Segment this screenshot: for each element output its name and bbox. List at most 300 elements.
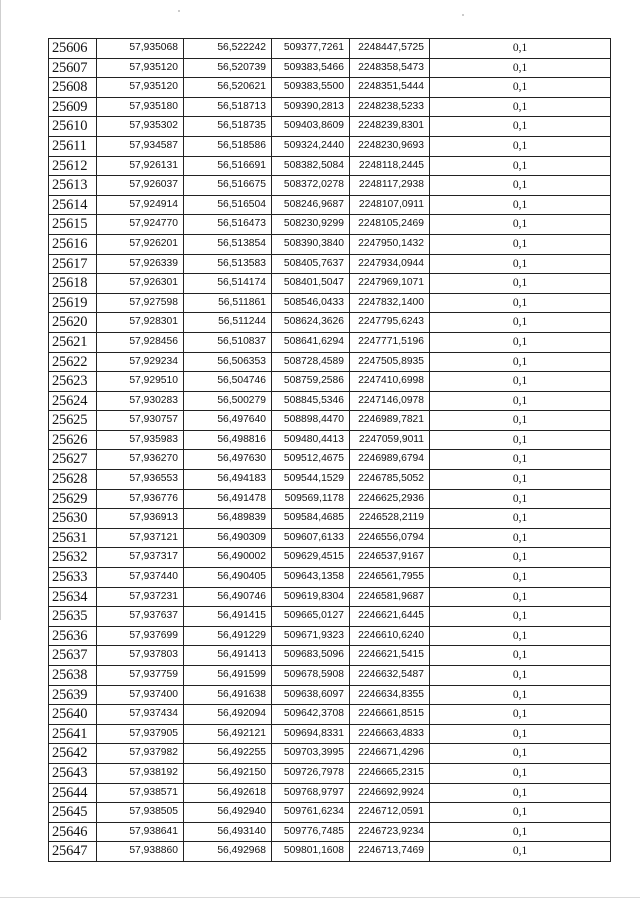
longitude-cell: 56,491599	[184, 666, 272, 686]
table-row	[49, 274, 611, 294]
latitude-cell: 57,937440	[97, 568, 184, 588]
accuracy-cell: 0,1	[430, 430, 611, 450]
y-coordinate-cell: 2247059,9011	[350, 430, 430, 450]
table-row	[49, 509, 611, 529]
accuracy-cell: 0,1	[430, 136, 611, 156]
point-number-cell: 25618	[49, 274, 97, 294]
point-number-cell: 25626	[49, 430, 97, 450]
latitude-cell: 57,937434	[97, 705, 184, 725]
longitude-cell: 56,511244	[184, 313, 272, 333]
y-coordinate-cell: 2246692,9924	[350, 783, 430, 803]
point-number-cell: 25616	[49, 234, 97, 254]
y-coordinate-cell: 2248117,2938	[350, 176, 430, 196]
accuracy-cell: 0,1	[430, 783, 611, 803]
coordinates-table	[48, 38, 611, 862]
point-number-cell: 25615	[49, 215, 97, 235]
longitude-cell: 56,490309	[184, 528, 272, 548]
latitude-cell: 57,937905	[97, 724, 184, 744]
point-number-cell: 25610	[49, 117, 97, 137]
point-number-cell: 25608	[49, 78, 97, 98]
point-number-cell: 25627	[49, 450, 97, 470]
longitude-cell: 56,492094	[184, 705, 272, 725]
point-number-cell: 25643	[49, 763, 97, 783]
longitude-cell: 56,516504	[184, 195, 272, 215]
table-row	[49, 293, 611, 313]
y-coordinate-cell: 2248105,2469	[350, 215, 430, 235]
x-coordinate-cell: 508759,2586	[272, 372, 350, 392]
y-coordinate-cell: 2246723,9234	[350, 822, 430, 842]
point-number-cell: 25607	[49, 58, 97, 78]
latitude-cell: 57,936270	[97, 450, 184, 470]
point-number-cell: 25635	[49, 607, 97, 627]
y-coordinate-cell: 2246785,5052	[350, 470, 430, 490]
x-coordinate-cell: 509619,8304	[272, 587, 350, 607]
longitude-cell: 56,491638	[184, 685, 272, 705]
y-coordinate-cell: 2248238,5233	[350, 97, 430, 117]
point-number-cell: 25644	[49, 783, 97, 803]
x-coordinate-cell: 509642,3708	[272, 705, 350, 725]
table-row	[49, 489, 611, 509]
table-row	[49, 39, 611, 59]
accuracy-cell: 0,1	[430, 705, 611, 725]
point-number-cell: 25617	[49, 254, 97, 274]
latitude-cell: 57,930757	[97, 411, 184, 431]
accuracy-cell: 0,1	[430, 352, 611, 372]
latitude-cell: 57,936553	[97, 470, 184, 490]
x-coordinate-cell: 509390,2813	[272, 97, 350, 117]
table-row	[49, 136, 611, 156]
accuracy-cell: 0,1	[430, 450, 611, 470]
table-row	[49, 430, 611, 450]
latitude-cell: 57,938571	[97, 783, 184, 803]
point-number-cell: 25609	[49, 97, 97, 117]
scan-speck	[462, 14, 464, 16]
longitude-cell: 56,522242	[184, 39, 272, 59]
x-coordinate-cell: 508641,6294	[272, 332, 350, 352]
accuracy-cell: 0,1	[430, 195, 611, 215]
latitude-cell: 57,937231	[97, 587, 184, 607]
x-coordinate-cell: 509377,7261	[272, 39, 350, 59]
x-coordinate-cell: 509569,1178	[272, 489, 350, 509]
accuracy-cell: 0,1	[430, 176, 611, 196]
latitude-cell: 57,926201	[97, 234, 184, 254]
accuracy-cell: 0,1	[430, 470, 611, 490]
x-coordinate-cell: 508390,3840	[272, 234, 350, 254]
point-number-cell: 25632	[49, 548, 97, 568]
y-coordinate-cell: 2246537,9167	[350, 548, 430, 568]
latitude-cell: 57,935180	[97, 97, 184, 117]
point-number-cell: 25606	[49, 39, 97, 59]
accuracy-cell: 0,1	[430, 509, 611, 529]
y-coordinate-cell: 2248107,0911	[350, 195, 430, 215]
point-number-cell: 25641	[49, 724, 97, 744]
latitude-cell: 57,937637	[97, 607, 184, 627]
y-coordinate-cell: 2248351,5444	[350, 78, 430, 98]
x-coordinate-cell: 509638,6097	[272, 685, 350, 705]
x-coordinate-cell: 509480,4413	[272, 430, 350, 450]
y-coordinate-cell: 2247934,0944	[350, 254, 430, 274]
latitude-cell: 57,934587	[97, 136, 184, 156]
table-row	[49, 646, 611, 666]
latitude-cell: 57,926131	[97, 156, 184, 176]
point-number-cell: 25647	[49, 842, 97, 862]
longitude-cell: 56,492968	[184, 842, 272, 862]
longitude-cell: 56,500279	[184, 391, 272, 411]
latitude-cell: 57,937121	[97, 528, 184, 548]
y-coordinate-cell: 2246671,4296	[350, 744, 430, 764]
x-coordinate-cell: 508246,9687	[272, 195, 350, 215]
latitude-cell: 57,937982	[97, 744, 184, 764]
point-number-cell: 25634	[49, 587, 97, 607]
table-row	[49, 195, 611, 215]
longitude-cell: 56,514174	[184, 274, 272, 294]
table-row	[49, 568, 611, 588]
latitude-cell: 57,937699	[97, 626, 184, 646]
accuracy-cell: 0,1	[430, 548, 611, 568]
longitude-cell: 56,498816	[184, 430, 272, 450]
latitude-cell: 57,926037	[97, 176, 184, 196]
accuracy-cell: 0,1	[430, 293, 611, 313]
latitude-cell: 57,928456	[97, 332, 184, 352]
longitude-cell: 56,518713	[184, 97, 272, 117]
accuracy-cell: 0,1	[430, 274, 611, 294]
accuracy-cell: 0,1	[430, 97, 611, 117]
accuracy-cell: 0,1	[430, 391, 611, 411]
x-coordinate-cell: 509544,1529	[272, 470, 350, 490]
latitude-cell: 57,935068	[97, 39, 184, 59]
latitude-cell: 57,936913	[97, 509, 184, 529]
longitude-cell: 56,491478	[184, 489, 272, 509]
longitude-cell: 56,492150	[184, 763, 272, 783]
longitude-cell: 56,520621	[184, 78, 272, 98]
y-coordinate-cell: 2248230,9693	[350, 136, 430, 156]
table-row	[49, 822, 611, 842]
longitude-cell: 56,506353	[184, 352, 272, 372]
point-number-cell: 25625	[49, 411, 97, 431]
x-coordinate-cell: 508405,7637	[272, 254, 350, 274]
x-coordinate-cell: 509694,8331	[272, 724, 350, 744]
point-number-cell: 25638	[49, 666, 97, 686]
y-coordinate-cell: 2248239,8301	[350, 117, 430, 137]
coordinates-table-body	[49, 39, 611, 862]
longitude-cell: 56,490405	[184, 568, 272, 588]
table-row	[49, 215, 611, 235]
x-coordinate-cell: 509607,6133	[272, 528, 350, 548]
y-coordinate-cell: 2247771,5196	[350, 332, 430, 352]
point-number-cell: 25637	[49, 646, 97, 666]
accuracy-cell: 0,1	[430, 646, 611, 666]
y-coordinate-cell: 2246625,2936	[350, 489, 430, 509]
latitude-cell: 57,930283	[97, 391, 184, 411]
longitude-cell: 56,520739	[184, 58, 272, 78]
table-row	[49, 78, 611, 98]
y-coordinate-cell: 2246621,5415	[350, 646, 430, 666]
table-row	[49, 176, 611, 196]
table-row	[49, 391, 611, 411]
accuracy-cell: 0,1	[430, 724, 611, 744]
longitude-cell: 56,513583	[184, 254, 272, 274]
accuracy-cell: 0,1	[430, 313, 611, 333]
x-coordinate-cell: 509683,5096	[272, 646, 350, 666]
y-coordinate-cell: 2246632,5487	[350, 666, 430, 686]
y-coordinate-cell: 2248118,2445	[350, 156, 430, 176]
point-number-cell: 25614	[49, 195, 97, 215]
y-coordinate-cell: 2246634,8355	[350, 685, 430, 705]
point-number-cell: 25620	[49, 313, 97, 333]
point-number-cell: 25628	[49, 470, 97, 490]
point-number-cell: 25624	[49, 391, 97, 411]
accuracy-cell: 0,1	[430, 568, 611, 588]
point-number-cell: 25646	[49, 822, 97, 842]
point-number-cell: 25636	[49, 626, 97, 646]
longitude-cell: 56,490746	[184, 587, 272, 607]
table-row	[49, 685, 611, 705]
table-row	[49, 470, 611, 490]
table-row	[49, 528, 611, 548]
x-coordinate-cell: 509726,7978	[272, 763, 350, 783]
y-coordinate-cell: 2247505,8935	[350, 352, 430, 372]
latitude-cell: 57,935120	[97, 58, 184, 78]
longitude-cell: 56,518735	[184, 117, 272, 137]
point-number-cell: 25612	[49, 156, 97, 176]
table-row	[49, 842, 611, 862]
accuracy-cell: 0,1	[430, 254, 611, 274]
table-row	[49, 783, 611, 803]
y-coordinate-cell: 2246661,8515	[350, 705, 430, 725]
table-row	[49, 58, 611, 78]
accuracy-cell: 0,1	[430, 39, 611, 59]
longitude-cell: 56,492940	[184, 803, 272, 823]
y-coordinate-cell: 2247969,1071	[350, 274, 430, 294]
y-coordinate-cell: 2247950,1432	[350, 234, 430, 254]
point-number-cell: 25623	[49, 372, 97, 392]
point-number-cell: 25630	[49, 509, 97, 529]
accuracy-cell: 0,1	[430, 685, 611, 705]
table-row	[49, 587, 611, 607]
longitude-cell: 56,516675	[184, 176, 272, 196]
y-coordinate-cell: 2247146,0978	[350, 391, 430, 411]
x-coordinate-cell: 509761,6234	[272, 803, 350, 823]
latitude-cell: 57,937317	[97, 548, 184, 568]
table-row	[49, 607, 611, 627]
x-coordinate-cell: 509643,1358	[272, 568, 350, 588]
table-row	[49, 666, 611, 686]
longitude-cell: 56,492121	[184, 724, 272, 744]
table-row	[49, 117, 611, 137]
y-coordinate-cell: 2246665,2315	[350, 763, 430, 783]
y-coordinate-cell: 2247795,6243	[350, 313, 430, 333]
x-coordinate-cell: 508401,5047	[272, 274, 350, 294]
point-number-cell: 25621	[49, 332, 97, 352]
latitude-cell: 57,936776	[97, 489, 184, 509]
latitude-cell: 57,928301	[97, 313, 184, 333]
longitude-cell: 56,492255	[184, 744, 272, 764]
latitude-cell: 57,926339	[97, 254, 184, 274]
x-coordinate-cell: 509383,5500	[272, 78, 350, 98]
point-number-cell: 25629	[49, 489, 97, 509]
x-coordinate-cell: 509383,5466	[272, 58, 350, 78]
accuracy-cell: 0,1	[430, 803, 611, 823]
point-number-cell: 25633	[49, 568, 97, 588]
point-number-cell: 25611	[49, 136, 97, 156]
x-coordinate-cell: 509678,5908	[272, 666, 350, 686]
table-row	[49, 411, 611, 431]
y-coordinate-cell: 2246528,2119	[350, 509, 430, 529]
x-coordinate-cell: 508230,9299	[272, 215, 350, 235]
y-coordinate-cell: 2246581,9687	[350, 587, 430, 607]
longitude-cell: 56,497630	[184, 450, 272, 470]
latitude-cell: 57,935120	[97, 78, 184, 98]
longitude-cell: 56,494183	[184, 470, 272, 490]
latitude-cell: 57,929234	[97, 352, 184, 372]
latitude-cell: 57,927598	[97, 293, 184, 313]
longitude-cell: 56,491229	[184, 626, 272, 646]
accuracy-cell: 0,1	[430, 763, 611, 783]
latitude-cell: 57,938641	[97, 822, 184, 842]
table-row	[49, 234, 611, 254]
y-coordinate-cell: 2247410,6998	[350, 372, 430, 392]
accuracy-cell: 0,1	[430, 332, 611, 352]
accuracy-cell: 0,1	[430, 156, 611, 176]
latitude-cell: 57,924914	[97, 195, 184, 215]
x-coordinate-cell: 508372,0278	[272, 176, 350, 196]
y-coordinate-cell: 2246561,7955	[350, 568, 430, 588]
x-coordinate-cell: 509584,4685	[272, 509, 350, 529]
scan-speck	[178, 10, 180, 12]
table-row	[49, 803, 611, 823]
table-row	[49, 254, 611, 274]
scan-margin-line	[0, 0, 1, 620]
y-coordinate-cell: 2246989,7821	[350, 411, 430, 431]
y-coordinate-cell: 2248447,5725	[350, 39, 430, 59]
point-number-cell: 25613	[49, 176, 97, 196]
table-row	[49, 372, 611, 392]
accuracy-cell: 0,1	[430, 842, 611, 862]
latitude-cell: 57,937759	[97, 666, 184, 686]
latitude-cell: 57,937400	[97, 685, 184, 705]
table-row	[49, 156, 611, 176]
latitude-cell: 57,938860	[97, 842, 184, 862]
longitude-cell: 56,489839	[184, 509, 272, 529]
table-row	[49, 626, 611, 646]
x-coordinate-cell: 509512,4675	[272, 450, 350, 470]
latitude-cell: 57,935983	[97, 430, 184, 450]
accuracy-cell: 0,1	[430, 489, 611, 509]
x-coordinate-cell: 509671,9323	[272, 626, 350, 646]
longitude-cell: 56,491415	[184, 607, 272, 627]
accuracy-cell: 0,1	[430, 666, 611, 686]
accuracy-cell: 0,1	[430, 626, 611, 646]
accuracy-cell: 0,1	[430, 117, 611, 137]
y-coordinate-cell: 2246663,4833	[350, 724, 430, 744]
table-row	[49, 763, 611, 783]
y-coordinate-cell: 2246556,0794	[350, 528, 430, 548]
y-coordinate-cell: 2248358,5473	[350, 58, 430, 78]
accuracy-cell: 0,1	[430, 587, 611, 607]
point-number-cell: 25642	[49, 744, 97, 764]
longitude-cell: 56,510837	[184, 332, 272, 352]
page-bottom-edge	[0, 897, 640, 898]
table-row	[49, 705, 611, 725]
x-coordinate-cell: 508382,5084	[272, 156, 350, 176]
longitude-cell: 56,504746	[184, 372, 272, 392]
latitude-cell: 57,926301	[97, 274, 184, 294]
y-coordinate-cell: 2246621,6445	[350, 607, 430, 627]
latitude-cell: 57,938505	[97, 803, 184, 823]
x-coordinate-cell: 508624,3626	[272, 313, 350, 333]
accuracy-cell: 0,1	[430, 607, 611, 627]
x-coordinate-cell: 508546,0433	[272, 293, 350, 313]
accuracy-cell: 0,1	[430, 411, 611, 431]
x-coordinate-cell: 508845,5346	[272, 391, 350, 411]
longitude-cell: 56,513854	[184, 234, 272, 254]
table-row	[49, 352, 611, 372]
latitude-cell: 57,938192	[97, 763, 184, 783]
longitude-cell: 56,492618	[184, 783, 272, 803]
latitude-cell: 57,937803	[97, 646, 184, 666]
y-coordinate-cell: 2246989,6794	[350, 450, 430, 470]
accuracy-cell: 0,1	[430, 528, 611, 548]
table-row	[49, 97, 611, 117]
x-coordinate-cell: 509629,4515	[272, 548, 350, 568]
x-coordinate-cell: 509665,0127	[272, 607, 350, 627]
y-coordinate-cell: 2246712,0591	[350, 803, 430, 823]
point-number-cell: 25622	[49, 352, 97, 372]
point-number-cell: 25619	[49, 293, 97, 313]
latitude-cell: 57,924770	[97, 215, 184, 235]
point-number-cell: 25645	[49, 803, 97, 823]
point-number-cell: 25640	[49, 705, 97, 725]
x-coordinate-cell: 508898,4470	[272, 411, 350, 431]
point-number-cell: 25639	[49, 685, 97, 705]
x-coordinate-cell: 509776,7485	[272, 822, 350, 842]
table-row	[49, 724, 611, 744]
y-coordinate-cell: 2246713,7469	[350, 842, 430, 862]
longitude-cell: 56,516473	[184, 215, 272, 235]
longitude-cell: 56,497640	[184, 411, 272, 431]
table-row	[49, 450, 611, 470]
x-coordinate-cell: 509324,2440	[272, 136, 350, 156]
table-row	[49, 548, 611, 568]
longitude-cell: 56,491413	[184, 646, 272, 666]
x-coordinate-cell: 509403,8609	[272, 117, 350, 137]
longitude-cell: 56,518586	[184, 136, 272, 156]
longitude-cell: 56,516691	[184, 156, 272, 176]
latitude-cell: 57,935302	[97, 117, 184, 137]
y-coordinate-cell: 2246610,6240	[350, 626, 430, 646]
x-coordinate-cell: 509768,9797	[272, 783, 350, 803]
y-coordinate-cell: 2247832,1400	[350, 293, 430, 313]
longitude-cell: 56,490002	[184, 548, 272, 568]
accuracy-cell: 0,1	[430, 744, 611, 764]
table-row	[49, 313, 611, 333]
table-row	[49, 332, 611, 352]
accuracy-cell: 0,1	[430, 822, 611, 842]
latitude-cell: 57,929510	[97, 372, 184, 392]
accuracy-cell: 0,1	[430, 78, 611, 98]
table-row	[49, 744, 611, 764]
point-number-cell: 25631	[49, 528, 97, 548]
accuracy-cell: 0,1	[430, 372, 611, 392]
x-coordinate-cell: 508728,4589	[272, 352, 350, 372]
x-coordinate-cell: 509801,1608	[272, 842, 350, 862]
accuracy-cell: 0,1	[430, 215, 611, 235]
longitude-cell: 56,511861	[184, 293, 272, 313]
accuracy-cell: 0,1	[430, 58, 611, 78]
longitude-cell: 56,493140	[184, 822, 272, 842]
accuracy-cell: 0,1	[430, 234, 611, 254]
x-coordinate-cell: 509703,3995	[272, 744, 350, 764]
